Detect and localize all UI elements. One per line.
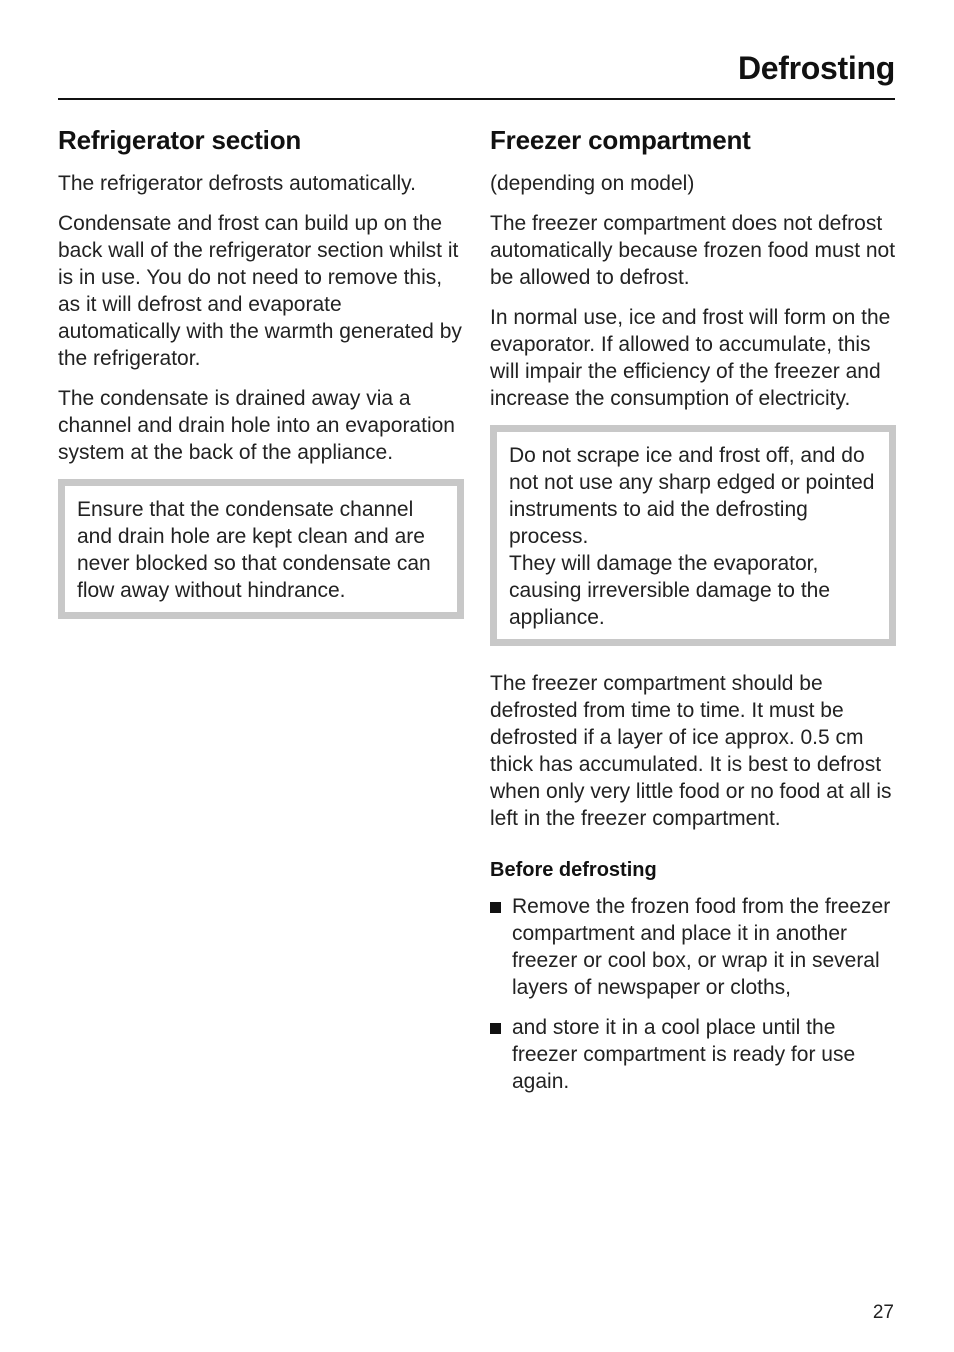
before-defrosting-heading: Before defrosting	[490, 859, 657, 881]
refrigerator-paragraph-1: The refrigerator defrosts automatically.	[58, 172, 416, 195]
page-number: 27	[872, 1302, 894, 1323]
freezer-paragraph-3: In normal use, ice and frost will form on the evaporator. If allowed to accumulate, this will impair the efficiency of the freezer and increase the consumption of electricity.	[490, 306, 891, 410]
refrigerator-section	[58, 122, 464, 643]
freezer-paragraph-4: The freezer compartment should be defrosted from time to time. It must be defrosted if a layer of ice approx. 0.5 cm thick has accumulated. It is best to defrost when only very little food or no food at all is left in the freezer compartment.	[490, 672, 892, 830]
freezer-paragraph-1: (depending on model)	[490, 172, 695, 195]
square-bullet-icon	[490, 902, 501, 913]
list-item	[490, 893, 896, 1001]
freezer-paragraph-2: The freezer compartment does not defrost automatically because frozen food must not be allowed to defrost.	[490, 212, 896, 289]
refrigerator-paragraph-2: Condensate and frost can build up on the back wall of the refrigerator section whilst it is in use. You do not need to remove this, as it will defrost and evaporate automatically with the warmth generated by the refrigerator.	[58, 212, 462, 370]
refrigerator-section-heading: Refrigerator section	[58, 125, 302, 155]
header-rule	[58, 98, 895, 100]
freezer-section-heading: Freezer compartment	[490, 125, 751, 155]
list-item-text: and store it in a cool place until the freezer compartment is ready for use again.	[512, 1016, 856, 1093]
refrigerator-paragraph-3: The condensate is drained away via a channel and drain hole into an evaporation system at the back of the appliance.	[58, 387, 455, 464]
freezer-warning-box	[490, 425, 896, 646]
list-item	[490, 1014, 896, 1095]
freezer-warning-line-2: They will damage the evaporator, causing irreversible damage to the appliance.	[509, 552, 831, 629]
square-bullet-icon	[490, 1023, 501, 1034]
refrigerator-note-text: Ensure that the condensate channel and drain hole are kept clean and are never blocked so that condensate can flow away without hindrance.	[77, 498, 431, 602]
before-defrosting-list	[490, 893, 896, 1095]
freezer-section	[490, 122, 896, 1108]
freezer-warning-line-1: Do not scrape ice and frost off, and do not not use any sharp edged or pointed instruments to aid the defrosting process.	[509, 444, 875, 548]
list-item-text: Remove the frozen food from the freezer compartment and place it in another freezer or cool box, or wrap it in several layers of newspaper or cloths,	[512, 895, 891, 999]
page-title: Defrosting	[737, 50, 895, 86]
refrigerator-note-box	[58, 479, 464, 619]
